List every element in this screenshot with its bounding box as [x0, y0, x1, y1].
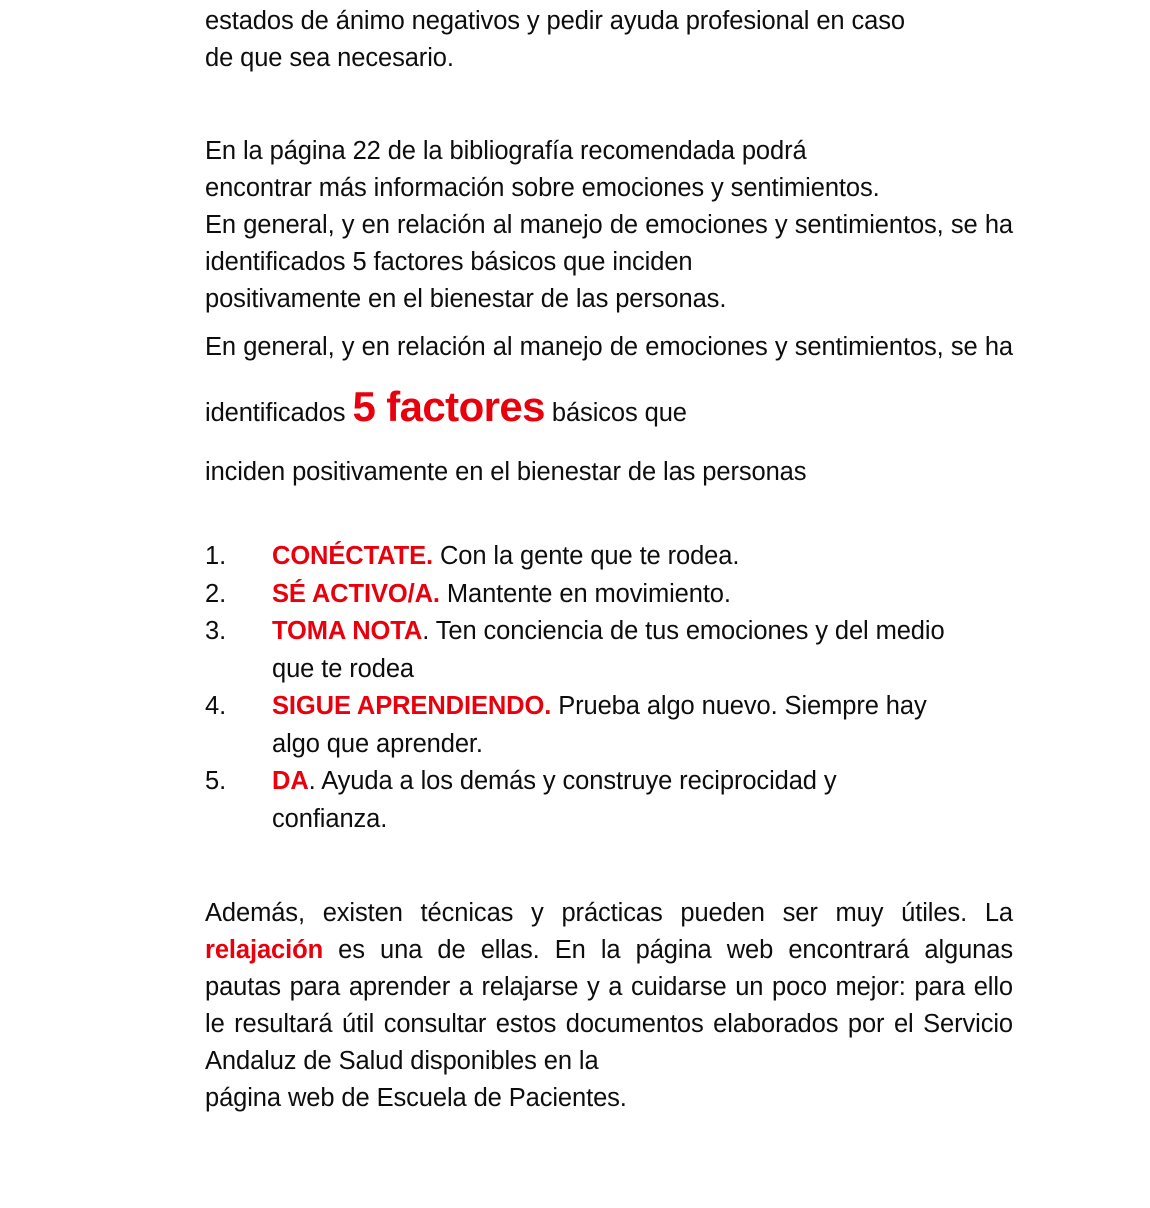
biblio-paragraph	[205, 133, 1013, 318]
list-marker: 3.	[205, 617, 227, 645]
biblio-sub-paragraph-1	[205, 133, 1013, 207]
list-item-text: Prueba algo nuevo. Siempre hay	[551, 692, 927, 720]
list-item-label: DA	[272, 767, 309, 795]
intro-paragraph	[205, 3, 1013, 77]
intro-line-1: estados de ánimo negativos y pedir ayuda profesional en caso	[205, 7, 905, 35]
list-item-wrap: que te rodea	[272, 654, 415, 683]
list-item-text: . Ten conciencia de tus emociones y del medio	[422, 617, 945, 645]
list-item	[205, 688, 1013, 763]
list-item-label: TOMA NOTA	[272, 617, 423, 645]
list-marker: 2.	[205, 579, 227, 608]
list-item	[205, 538, 1013, 576]
document-body	[205, 0, 1013, 1117]
final-paragraph	[205, 895, 1013, 1117]
final-part-1: Además, existen técnicas y prácticas pueden ser muy útiles. La	[205, 899, 1013, 927]
list-marker: 5.	[205, 767, 227, 795]
list-item-label: CONÉCTATE.	[272, 542, 433, 570]
list-item-label: SIGUE APRENDIENDO.	[272, 692, 552, 720]
biblio-line-1: En la página 22 de la bibliografía recomendada podrá	[205, 137, 807, 165]
list-item	[205, 763, 1013, 838]
final-emphasis: relajación	[205, 936, 324, 964]
biblio-line-4: sentimientos, se ha identificados 5 factores básicos que inciden	[205, 211, 1013, 276]
list-item-text: . Ayuda a los demás y construye reciprocidad y	[308, 767, 837, 795]
list-item-text: Mantente en movimiento.	[439, 579, 731, 608]
factores-list	[205, 538, 1013, 838]
list-marker: 1.	[205, 542, 227, 570]
list-item	[205, 576, 1013, 614]
list-item-wrap: algo que aprender.	[272, 729, 483, 758]
factores-heading-emphasis: 5 factores	[352, 383, 545, 430]
list-item-wrap: confianza.	[272, 804, 388, 833]
list-item-text: Con la gente que te rodea.	[432, 542, 740, 570]
biblio-line-2: encontrar más información sobre emociones y sentimientos.	[205, 174, 880, 202]
factores-heading-before: En general, y en relación al manejo de emociones y sentimientos, se ha identificados	[205, 333, 1013, 427]
list-marker: 4.	[205, 692, 227, 720]
final-part-2: es una de ellas. En la página web encontrará algunas pautas para aprender a relajarse y a cuidarse un poco mejor: para ello le resultará útil consultar estos documentos elaborados por el Servicio Andaluz de Salud disponibles en la	[205, 936, 1013, 1075]
factores-heading-lastline: inciden positivamente en el bienestar de las personas	[205, 458, 807, 486]
intro-line-2: de que sea necesario.	[205, 44, 454, 72]
list-item	[205, 613, 1013, 688]
biblio-line-3: En general, y en relación al manejo de emociones y	[205, 211, 788, 239]
factores-heading-after: básicos que	[544, 399, 687, 427]
factores-heading	[205, 318, 1013, 502]
final-lastline: página web de Escuela de Pacientes.	[205, 1084, 627, 1112]
biblio-sub-paragraph-2	[205, 207, 1013, 318]
biblio-line-5: positivamente en el bienestar de las personas.	[205, 285, 727, 313]
list-item-label: SÉ ACTIVO/A.	[272, 579, 440, 608]
